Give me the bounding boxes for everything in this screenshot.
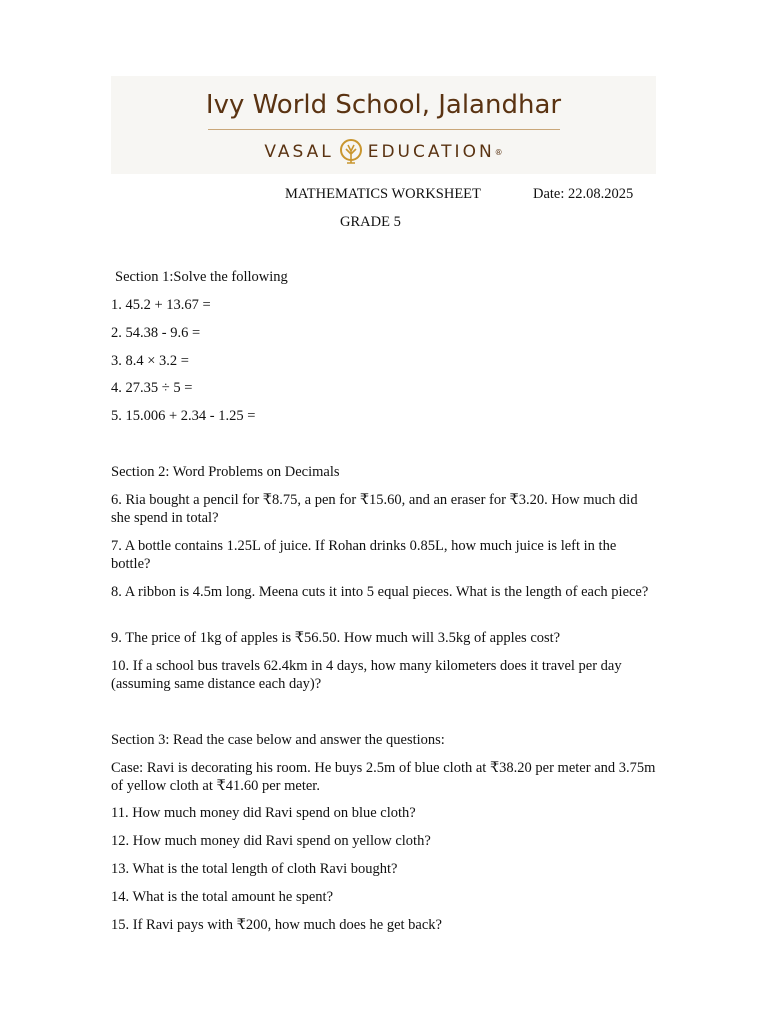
question-6: 6. Ria bought a pencil for ₹8.75, a pen for ₹15.60, and an eraser for ₹3.20. How much did she spend in total? (111, 492, 638, 526)
brand-right-text: EDUCATION (367, 142, 495, 162)
worksheet-date: Date: 22.08.2025 (533, 186, 634, 202)
question-10: 10. If a school bus travels 62.4km in 4 days, how many kilometers does it travel per day (assuming same distance each day)? (111, 658, 622, 692)
section1-heading: Section 1:Solve the following (115, 269, 288, 285)
question-7: 7. A bottle contains 1.25L of juice. If Rohan drinks 0.85L, how much juice is left in the bottle? (111, 538, 617, 572)
question-4: 4. 27.35 ÷ 5 = (111, 380, 193, 396)
banner-divider (208, 129, 560, 130)
question-1: 1. 45.2 + 13.67 = (111, 297, 211, 313)
brand-logo (111, 139, 656, 165)
school-name: Ivy World School, Jalandhar (205, 90, 562, 120)
question-12: 12. How much money did Ravi spend on yellow cloth? (111, 833, 431, 849)
question-9: 9. The price of 1kg of apples is ₹56.50. How much will 3.5kg of apples cost? (111, 630, 561, 646)
school-banner (111, 76, 656, 174)
tree-icon (338, 139, 364, 165)
question-3: 3. 8.4 × 3.2 = (111, 353, 189, 369)
question-15: 15. If Ravi pays with ₹200, how much does he get back? (111, 917, 442, 933)
question-5: 5. 15.006 + 2.34 - 1.25 = (111, 408, 256, 424)
registered-mark: ® (494, 147, 503, 157)
worksheet-title: MATHEMATICS WORKSHEET (285, 186, 481, 202)
question-13: 13. What is the total length of cloth Ravi bought? (111, 861, 398, 877)
worksheet-grade: GRADE 5 (340, 214, 401, 230)
question-11: 11. How much money did Ravi spend on blue cloth? (111, 805, 416, 821)
section2-heading: Section 2: Word Problems on Decimals (111, 464, 340, 480)
section3-heading: Section 3: Read the case below and answer the questions: (111, 732, 445, 748)
brand-left-text: VASAL (264, 142, 334, 162)
case-study: Case: Ravi is decorating his room. He buys 2.5m of blue cloth at ₹38.20 per meter and 3.75m of yellow cloth at ₹41.60 per meter. (111, 760, 656, 794)
question-8: 8. A ribbon is 4.5m long. Meena cuts it into 5 equal pieces. What is the length of each piece? (111, 584, 649, 600)
question-14: 14. What is the total amount he spent? (111, 889, 334, 905)
question-2: 2. 54.38 - 9.6 = (111, 325, 201, 341)
